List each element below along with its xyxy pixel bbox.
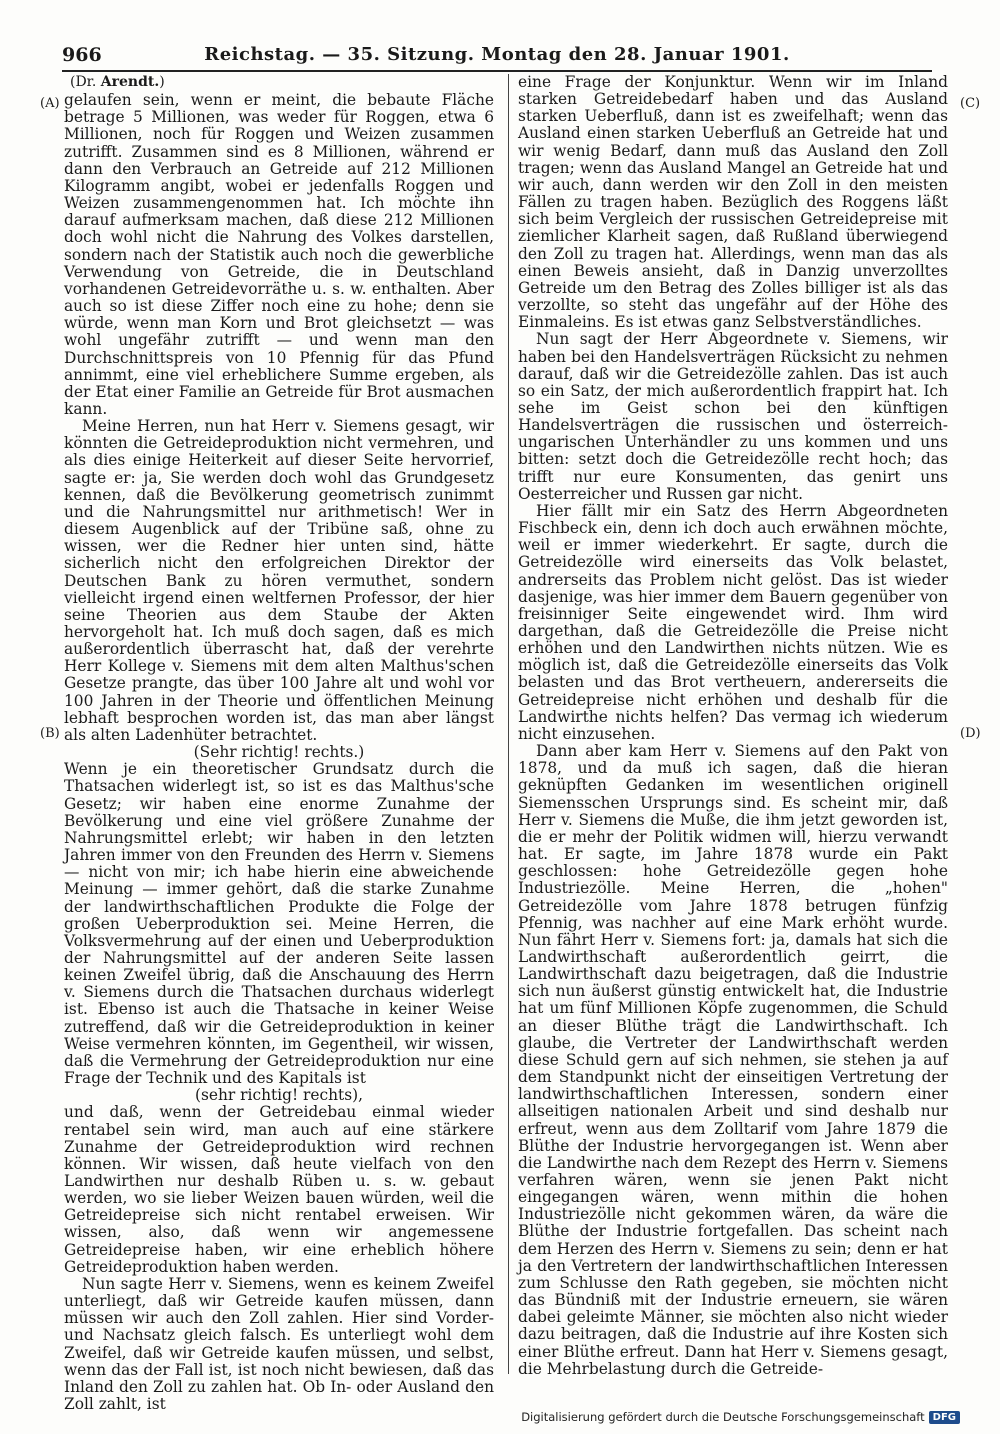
footer <box>521 1410 960 1424</box>
right-column <box>518 74 948 1378</box>
paragraph: (sehr richtig! rechts), <box>195 1086 363 1105</box>
column-divider <box>508 74 509 1374</box>
margin-marker-a: (A) <box>40 96 60 111</box>
page-number: 966 <box>62 44 102 66</box>
speaker-suffix: ) <box>159 74 165 90</box>
paragraph: Nun sagt der Herr Abgeordnete v. Siemens, wir haben bei den Handelsverträgen Rücksicht zu nehmen darauf, daß wir die Getreidezölle zahlen. Das ist auch so ein Satz, der mich außerordentlich frappirt hat. Ich sehe im Geist schon bei den künftigen Handelsverträgen die russischen und österreich-ungarischen Unterhändler zu uns kommen und uns bitten: setzt doch die Getreidezölle recht hoch; das trifft nur eure Konsumenten, das genirt uns Oesterreicher und Russen gar nicht. <box>518 330 948 503</box>
header-rule <box>62 70 932 72</box>
left-column <box>64 74 494 1413</box>
speaker-prefix: (Dr. <box>70 74 97 90</box>
dfg-logo: DFG <box>929 1411 960 1424</box>
paragraph: gelaufen sein, wenn er meint, die bebaute Fläche betrage 5 Millionen, was weder für Roggen, etwa 6 Millionen, noch für Roggen und Weizen zusammen zutrifft. Zusammen sind es 8 Millionen, während er dann den Verbrauch an Getreide auf 212 Millionen Kilogramm angibt, wobei er jedenfalls Roggen und Weizen zusammengenommen hat. Ich möchte ihn darauf aufmerksam machen, daß diese 212 Millionen doch wohl nicht die Nahrung des Volkes darstellen, sondern nach der Statistik auch noch die gewerbliche Verwendung von Getreide, die in Deutschland vorhandenen Getreidevorräthe u. s. w. enthalten. Aber auch so ist diese Ziffer noch eine zu hohe; denn sie würde, wenn man Korn und Brot gleichsetzt — was wohl ungefähr zutrifft — und wenn man den Durchschnittspreis von 10 Pfennig für das Pfund annimmt, eine viel erheblichere Summe ergeben, als der Etat einer Familie an Getreide für Brot ausmachen kann. <box>64 91 494 418</box>
right-column-text <box>518 74 948 1378</box>
speaker-name: Arendt. <box>100 74 160 90</box>
footer-text: Digitalisierung gefördert durch die Deutsche Forschungsgemeinschaft <box>521 1410 925 1424</box>
paragraph: und daß, wenn der Getreidebau einmal wieder rentabel sein wird, man auch auf eine stärkere Zunahme der Getreideproduktion wird rechnen können. Wir wissen, daß heute vielfach von den Landwirthen nur deshalb Rüben u. s. w. gebaut werden, wo sie lieber Weizen bauen würden, weil die Getreidepreise sich nicht rentabel erweisen. Wir wissen, also, daß wenn wir angemessene Getreidepreise haben, wir eine erheblich höhere Getreideproduktion haben werden. <box>64 1103 494 1276</box>
margin-marker-b: (B) <box>40 726 60 741</box>
paragraph: Hier fällt mir ein Satz des Herrn Abgeordneten Fischbeck ein, denn ich doch auch erwähnen möchte, weil er immer wiederkehrt. Er sagte, durch die Getreidezölle wird einerseits das Volk belastet, andrerseits das Problem nicht gelöst. Das ist wieder dasjenige, was hier immer dem Bauern gegenüber von freisinniger Seite eingewendet wird. Ihm wird dargethan, daß die Getreidezölle die Preise nicht erhöhen und den Landwirthen nichts nützen. Wie es möglich ist, daß die Getreidezölle einerseits das Volk belasten und das Brot vertheuern, andererseits die Getreidepreise nicht erhöhen und deshalb für die Landwirthe nichts helfen? Das vermag ich wiederum nicht einzusehen. <box>518 501 948 743</box>
paragraph: Meine Herren, nun hat Herr v. Siemens gesagt, wir könnten die Getreideproduktion nicht vermehren, und als dies einige Heiterkeit auf dieser Seite hervorrief, sagte er: ja, Sie werden doch wohl das Grundgesetz kennen, daß die Bevölkerung geometrisch zunimmt und die Nahrungsmittel nur arithmetisch! Wer in diesem Augenblick auf der Tribüne saß, ohne zu wissen, wer die Redner hier unten sind, hätte sicherlich nicht den erfolgreichen Direktor der Deutschen Bank zu hören vermuthet, sondern vielleicht irgend einen weltfernen Professor, der hier seine Theorien aus dem Staube der Akten hervorgeholt hat. Ich muß doch sagen, daß es mich außerordentlich überrascht hat, daß der verehrte Herr Kollege v. Siemens mit dem alten Malthus'schen Gesetze prangte, das über 100 Jahre alt und wohl vor 100 Jahren in der Theorie und öffentlichen Meinung lebhaft besprochen worden ist, das man aber längst als alten Ladenhüter betrachtet. <box>64 417 494 744</box>
paragraph: Nun sagte Herr v. Siemens, wenn es keinem Zweifel unterliegt, daß wir Getreide kaufen müssen, dann müssen wir auch den Zoll zahlen. Hier sind Vorder- und Nachsatz gleich falsch. Es unterliegt wohl dem Zweifel, daß wir Getreide kaufen müssen, und selbst, wenn das der Fall ist, ist noch nicht bewiesen, daß das Inland den Zoll zu zahlen hat. Ob In- oder Ausland den Zoll zahlt, ist <box>64 1274 494 1414</box>
speaker-label <box>70 74 494 91</box>
page-header <box>62 44 932 70</box>
paragraph: Wenn je ein theoretischer Grundsatz durch die Thatsachen widerlegt ist, so ist es das Malthus'sche Gesetz; wir haben eine enorme Zunahme der Bevölkerung und eine viel größere Zunahme der Nahrungsmittel erlebt; wir haben in den letzten Jahren immer von den Freunden des Herrn v. Siemens — nicht von mir; ich habe hierin eine abweichende Meinung — immer gehört, daß die starke Zunahme der landwirthschaftlichen Produkte die Folge der großen Ueberproduktion sei. Meine Herren, die Volksvermehrung auf der einen und Ueberproduktion der Nahrungsmittel auf der anderen Seite lassen keinen Zweifel übrig, daß die Anschauung des Herrn v. Siemens durch die Thatsachen durchaus widerlegt ist. Ebenso ist auch die Thatsache in keiner Weise zutreffend, daß wir die Getreideproduktion in keiner Weise vermehren könnten, im Gegentheil, wir wissen, daß die Vermehrung der Getreideproduktion nur eine Frage der Technik und des Kapitals ist <box>64 760 494 1088</box>
paragraph: (Sehr richtig! rechts.) <box>193 743 365 762</box>
paragraph: eine Frage der Konjunktur. Wenn wir im Inland starken Getreidebedarf haben und das Ausland starken Ueberfluß, dann ist es zweifelhaft; wenn das Ausland einen starken Ueberfluß an Getreide hat und wir wenig Bedarf, dann muß das Ausland den Zoll tragen; wenn das Ausland Mangel an Getreide hat und wir auch, dann werden wir den Zoll in den meisten Fällen zu tragen haben. Bezüglich des Roggens läßt sich beim Vergleich der russischen Getreidepreise mit ziemlicher Klarheit sagen, daß Rußland überwiegend den Zoll zu tragen hat. Allerdings, wenn man das als einen Beweis ansieht, daß in Danzig unverzolltes Getreide um den Betrag des Zolles billiger ist als das verzollte, so steht das ungefähr auf der Höhe des Einmaleins. Es ist etwas ganz Selbstverständliches. <box>518 73 948 332</box>
paragraph: Dann aber kam Herr v. Siemens auf den Pakt von 1878, und da muß ich sagen, daß die hieran geknüpften Gedanken im wesentlichen originell Siemensschen Ursprungs sind. Es scheint mir, daß Herr v. Siemens die Muße, die ihm jetzt geworden ist, die er mehr der Politik widmen will, hierzu verwandt hat. Er sagte, im Jahre 1878 wurde ein Pakt geschlossen: hohe Getreidezölle gegen hohe Industriezölle. Meine Herren, die „hohen" Getreidezölle vom Jahre 1878 betrugen fünfzig Pfennig, was nachher auf eine Mark erhöht wurde. Nun fährt Herr v. Siemens fort: ja, damals hat sich die Landwirthschaft außerordentlich geirrt, die Landwirthschaft dazu beigetragen, daß die Industrie sich nun äußerst günstig entwickelt hat, die Industrie hat um fünf Millionen Köpfe zugenommen, die Schuld an dieser Blüthe trägt die Landwirthschaft. Ich glaube, die Vertreter der Landwirthschaft werden diese Schuld gern auf sich nehmen, sie stehen ja auf dem Standpunkt nicht der einseitigen Vertretung der landwirthschaftlichen Interessen, sondern einer allseitigen nationalen Arbeit und sind deshalb nur erfreut, wenn aus dem Zolltarif vom Jahre 1879 die Blüthe der Industrie hervorgegangen ist. Wenn aber die Landwirthe nach dem Rezept des Herrn v. Siemens verfahren wären, wenn sie jenen Pakt nicht eingegangen wären, wenn mithin die hohen Industriezölle nicht gekommen wären, da wäre die Blüthe der Industrie fortgefallen. Das scheint nach dem Herzen des Herrn v. Siemens zu sein; denn er hat ja den Vertretern der landwirthschaftlichen Interessen zum Schlusse den Rath gegeben, sie möchten nicht das Bündniß mit der Industrie erneuern, sie wären dabei geleimte Männer, sie möchten also nicht wieder dazu beitragen, daß die Industrie auf ihre Kosten sich einer Blüthe erfreut. Dann hat Herr v. Siemens gesagt, die Mehrbelastung durch die Getreide- <box>518 742 948 1378</box>
margin-marker-c: (C) <box>960 96 981 111</box>
margin-marker-d: (D) <box>960 726 981 741</box>
page-title: Reichstag. — 35. Sitzung. Montag den 28. Januar 1901. <box>204 44 790 65</box>
left-column-text <box>64 92 494 1413</box>
